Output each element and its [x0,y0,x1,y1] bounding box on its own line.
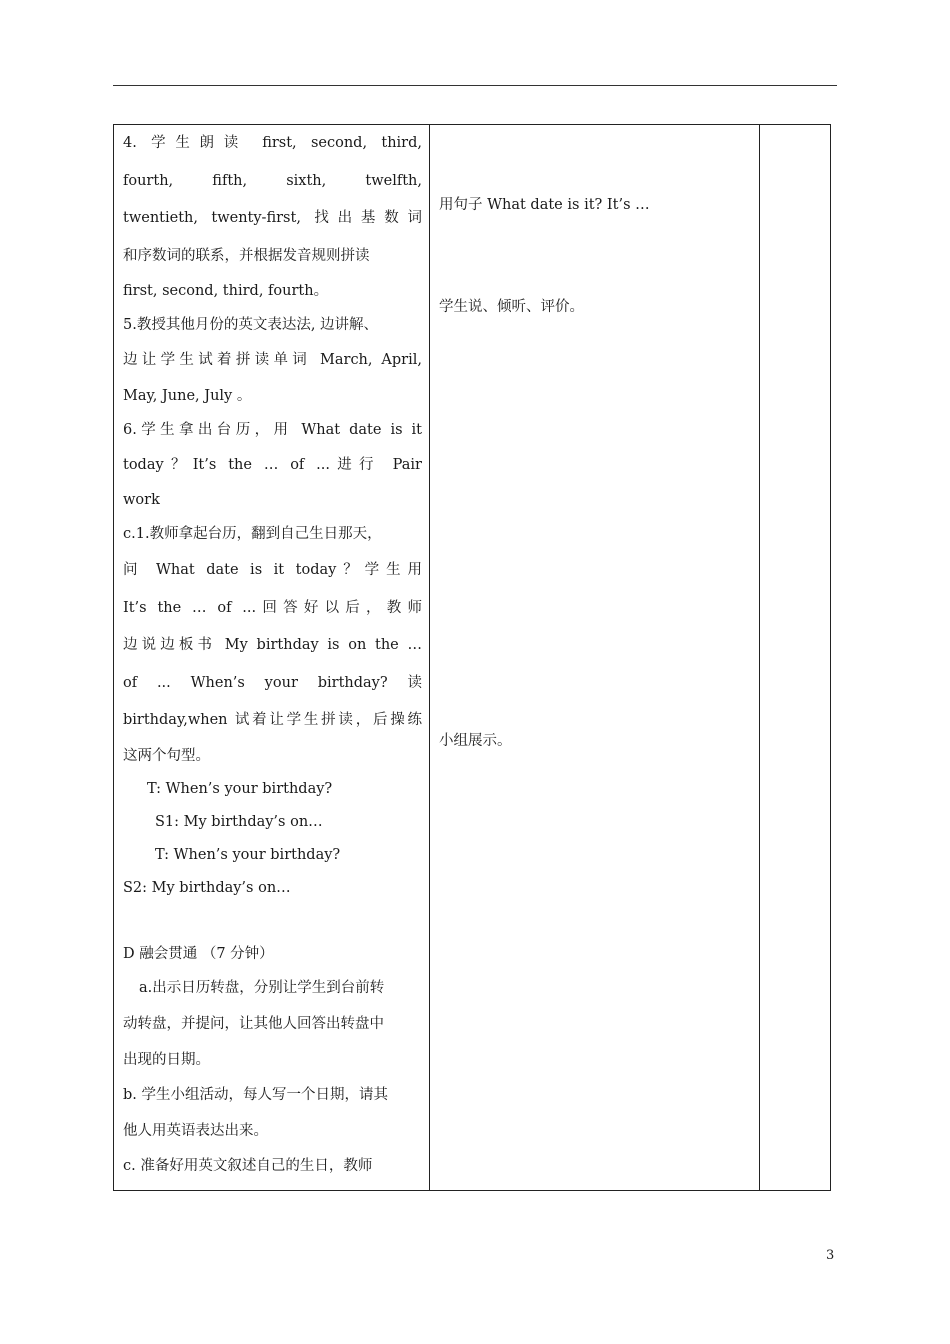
dialogue-line: T: When’s your birthday? [147,780,333,797]
lesson-plan-table [113,124,831,1191]
activity-line: today？It’s the … of ...进行 Pair [123,456,422,473]
activity-line: 问 What date is it today？学生用 [123,562,422,578]
activity-line: work [123,492,160,508]
activity-line: 边让学生试着拼读单词 March, April, [123,352,422,368]
section-line: a.出示日历转盘，分别让学生到台前转 [139,979,385,996]
section-line: 出现的日期。 [123,1052,210,1068]
activity-line: 4. 学生朗读 first, second, third, [123,135,422,151]
activity-line: fourth, fifth, sixth, twelfth, [123,172,422,189]
activity-line: 边说边板书 My birthday is on the … [123,637,422,653]
student-note: 学生说、倾听、评价。 [439,299,584,315]
activity-line: twentieth, twenty-first, 找出基数词 [123,210,422,226]
student-note: 用句子 What date is it? It’s … [439,197,650,213]
section-line: 动转盘，并提问，让其他人回答出转盘中 [123,1015,384,1032]
page-number: 3 [826,1248,835,1263]
dialogue-line: S1: My birthday’s on… [155,813,323,830]
teaching-activities-column [123,125,422,1184]
section-line: b. 学生小组活动，每人写一个日期，请其 [123,1087,388,1103]
section-line: c. 准备好用英文叙述自己的生日，教师 [123,1158,373,1174]
dialogue-line: S2: My birthday’s on… [123,879,291,896]
activity-line: May, June, July 。 [123,387,252,404]
activity-line: 5.教授其他月份的英文表达法, 边讲解、 [123,317,379,333]
header-rule [113,85,837,86]
section-line: 他人用英语表达出来。 [123,1123,268,1139]
activity-line: 这两个句型。 [123,747,210,764]
activity-line: It’s the … of ...回答好以后，教师 [123,599,422,616]
activity-line: of ... When’s your birthday? 读 [123,674,422,691]
activity-line: first, second, third, fourth。 [123,283,329,299]
activity-line: 和序数词的联系，并根据发音规则拼读 [123,247,370,264]
activity-line: c.1.教师拿起台历，翻到自己生日那天， [123,526,382,542]
column-divider [759,125,760,1190]
student-note: 小组展示。 [439,733,512,749]
dialogue-line: T: When’s your birthday? [155,846,341,863]
activity-line: birthday,when 试着让学生拼读，后操练 [123,712,422,728]
blank-line [123,905,422,938]
column-divider [429,125,430,1190]
activity-line: 6.学生拿出台历，用 What date is it [123,421,422,438]
section-heading: D 融会贯通 （7 分钟） [123,945,274,962]
